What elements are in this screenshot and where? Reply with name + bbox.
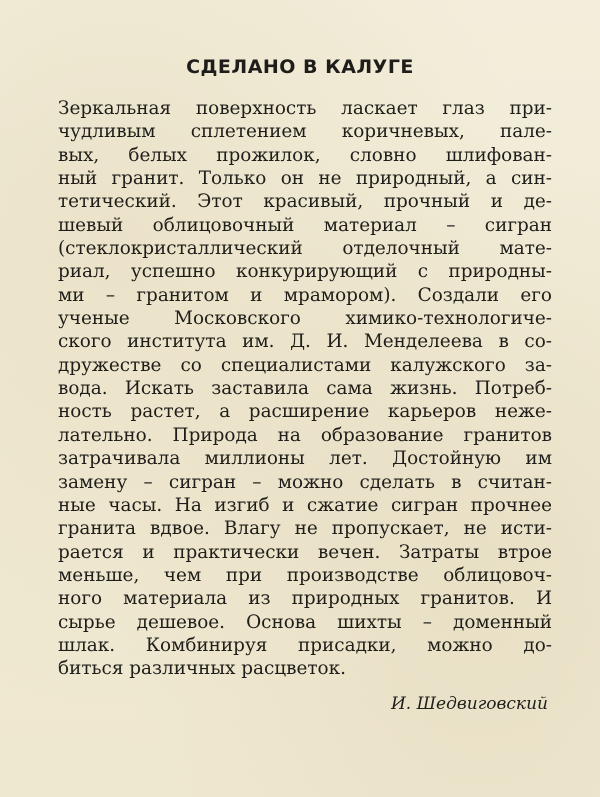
article-line: риал, успешно конкурирующий с природны- bbox=[58, 261, 552, 283]
author-byline: И. Шедвиговский bbox=[390, 694, 548, 714]
article-line: ные часы. На изгиб и сжатие сигран прочнее bbox=[58, 494, 552, 516]
article-line: ского института им. Д. И. Менделеева в со- bbox=[58, 331, 552, 353]
article-line: рается и практически вечен. Затраты втрое bbox=[58, 541, 552, 563]
article-line: ми – гранитом и мрамором). Создали его bbox=[58, 284, 552, 306]
article-line: сырье дешевое. Основа шихты – доменный bbox=[58, 611, 552, 633]
article-line: замену – сигран – можно сделать в считан- bbox=[58, 471, 552, 493]
article-line: шлак. Комбинируя присадки, можно до- bbox=[58, 634, 552, 656]
article-line: лательно. Природа на образование гранитов bbox=[58, 424, 552, 446]
article-line: тетический. Этот красивый, прочный и де- bbox=[58, 191, 552, 213]
article-line: ный гранит. Только он не природный, а син- bbox=[58, 168, 552, 190]
article-line: шевый облицовочный материал – сигран bbox=[58, 214, 552, 236]
article-line: меньше, чем при производстве облицовоч- bbox=[58, 564, 552, 586]
article-body bbox=[58, 97, 552, 681]
article-line: дружестве со специалистами калужского за- bbox=[58, 354, 552, 376]
article-line: гранита вдвое. Влагу не пропускает, не исти- bbox=[58, 518, 552, 540]
article-line: ного материала из природных гранитов. И bbox=[58, 588, 552, 610]
article-line: ученые Московского химико-технологиче- bbox=[58, 308, 552, 330]
headline: СДЕЛАНО В КАЛУГЕ bbox=[186, 56, 414, 78]
article-line: чудливым сплетением коричневых, пале- bbox=[58, 121, 552, 143]
show-through-print bbox=[40, 728, 560, 768]
article-line: ность растет, а расширение карьеров нeже- bbox=[58, 401, 552, 423]
article-line: вода. Искать заставила сама жизнь. Потреб- bbox=[58, 378, 552, 400]
article-line: Зеркальная поверхность ласкает глаз при- bbox=[58, 98, 552, 119]
article-line: вых, белых прожилок, словно шлифован- bbox=[58, 144, 552, 166]
article-line: затрачивала миллионы лет. Достойную им bbox=[58, 448, 552, 470]
article-line: (стеклокристаллический отделочный мате- bbox=[58, 238, 552, 260]
article-line: биться различных расцветок. bbox=[58, 658, 346, 680]
